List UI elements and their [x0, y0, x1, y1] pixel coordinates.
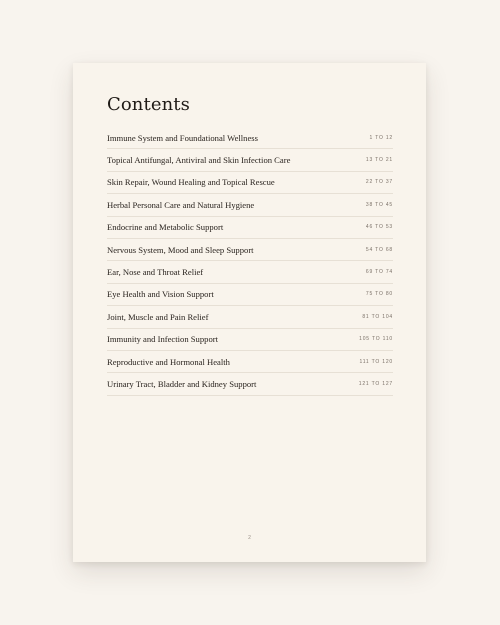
toc-entry-title: Ear, Nose and Throat Relief — [107, 267, 204, 278]
toc-entry-title: Eye Health and Vision Support — [107, 289, 214, 300]
toc-entry-pages: 46 TO 53 — [365, 224, 393, 231]
toc-entry-pages: 121 TO 127 — [358, 380, 393, 387]
toc-entry[interactable] — [107, 217, 393, 239]
toc-entry[interactable] — [107, 239, 393, 261]
document-page — [73, 63, 426, 562]
toc-entry-title: Endocrine and Metabolic Support — [107, 222, 224, 233]
toc-entry-title: Reproductive and Hormonal Health — [107, 356, 230, 367]
toc-entry-pages: 69 TO 74 — [365, 269, 393, 276]
toc-entry-pages: 105 TO 110 — [359, 336, 393, 343]
toc-entry[interactable] — [107, 373, 393, 395]
toc-entry-title: Immune System and Foundational Wellness — [107, 132, 258, 143]
toc-entry[interactable] — [107, 194, 393, 216]
toc-entry-pages: 75 TO 80 — [365, 291, 393, 298]
toc-entry-title: Urinary Tract, Bladder and Kidney Support — [107, 378, 257, 389]
toc-entry-pages: 111 TO 120 — [359, 358, 393, 365]
table-of-contents — [107, 127, 393, 396]
toc-entry-title: Joint, Muscle and Pain Relief — [107, 311, 209, 322]
toc-entry[interactable] — [107, 127, 393, 149]
toc-entry[interactable] — [107, 329, 393, 351]
toc-entry[interactable] — [107, 149, 393, 171]
toc-entry-title: Nervous System, Mood and Sleep Support — [107, 244, 254, 255]
toc-entry[interactable] — [107, 351, 393, 373]
toc-entry-pages: 81 TO 104 — [362, 313, 393, 320]
toc-entry-pages: 22 TO 37 — [365, 179, 393, 186]
toc-entry[interactable] — [107, 172, 393, 194]
toc-entry-title: Herbal Personal Care and Natural Hygiene — [107, 199, 255, 210]
toc-entry-pages: 54 TO 68 — [365, 246, 393, 253]
toc-entry[interactable] — [107, 306, 393, 328]
toc-entry-pages: 38 TO 45 — [365, 201, 393, 208]
toc-entry-pages: 13 TO 21 — [365, 157, 393, 164]
toc-entry-title: Topical Antifungal, Antiviral and Skin Infection Care — [107, 155, 291, 166]
toc-entry-title: Skin Repair, Wound Healing and Topical Rescue — [107, 177, 275, 188]
toc-entry[interactable] — [107, 261, 393, 283]
toc-entry-pages: 1 TO 12 — [369, 134, 393, 141]
page-number: 2 — [248, 535, 251, 541]
page-title: Contents — [107, 94, 190, 115]
toc-entry[interactable] — [107, 284, 393, 306]
toc-entry-title: Immunity and Infection Support — [107, 334, 218, 345]
